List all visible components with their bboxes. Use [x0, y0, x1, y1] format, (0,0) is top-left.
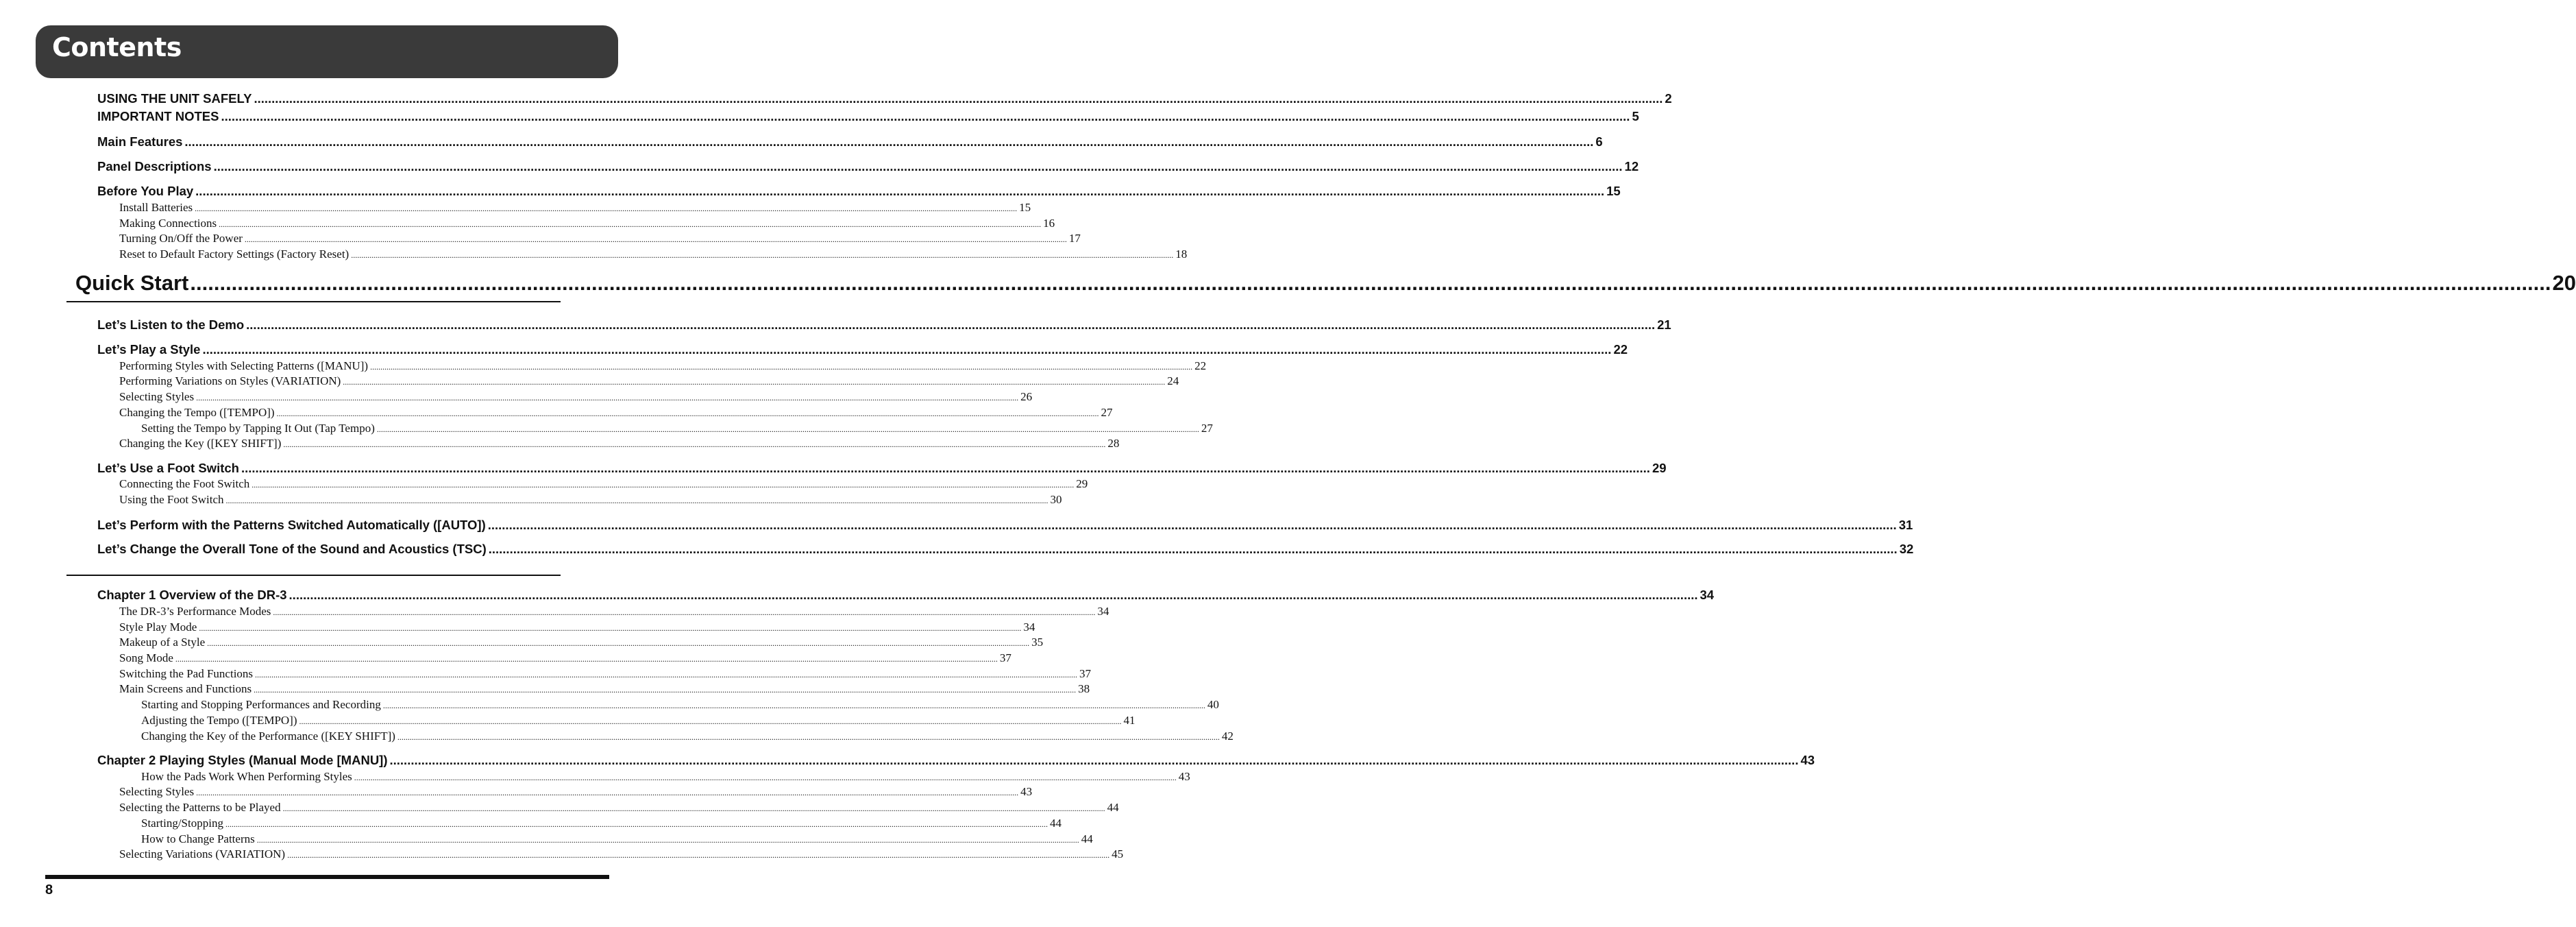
toc-entry-label: Changing the Tempo ([TEMPO])	[119, 406, 275, 419]
dot-leader: ................................................................................................................................................................................................................................................................................................................................................................................................................	[213, 159, 1623, 173]
toc-entry[interactable]	[119, 406, 1113, 421]
toc-entry-page: 2	[1665, 91, 1672, 106]
dot-leader: ................................................................................................................................................................................................................................................................................................................................................................................................................	[273, 607, 1096, 617]
toc-entry[interactable]	[119, 374, 1179, 389]
toc-entry[interactable]	[119, 493, 1062, 508]
dot-leader: ................................................................................................................................................................................................................................................................................................................................................................................................................	[241, 461, 1650, 475]
toc-entry-page: 16	[1043, 217, 1055, 230]
toc-entry-label: Performing Variations on Styles (VARIATION)	[119, 374, 341, 387]
toc-entry[interactable]	[97, 134, 1603, 151]
contents-header-bar	[36, 25, 618, 78]
toc-entry-label: Before You Play	[97, 184, 194, 198]
toc-entry[interactable]	[141, 698, 1219, 713]
dot-leader: ................................................................................................................................................................................................................................................................................................................................................................................................................	[389, 753, 1799, 767]
toc-entry[interactable]	[119, 201, 1031, 216]
dot-leader: ................................................................................................................................................................................................................................................................................................................................................................................................................	[190, 271, 2551, 295]
toc-entry-page: 35	[1031, 636, 1044, 649]
toc-entry[interactable]	[97, 342, 1628, 359]
dot-leader: ................................................................................................................................................................................................................................................................................................................................................................................................................	[207, 638, 1030, 648]
toc-entry-page: 41	[1123, 714, 1136, 727]
toc-entry-page: 44	[1049, 817, 1062, 830]
dot-leader: ................................................................................................................................................................................................................................................................................................................................................................................................................	[343, 377, 1166, 387]
toc-entry-label: Let’s Listen to the Demo	[97, 317, 245, 332]
dot-leader: ................................................................................................................................................................................................................................................................................................................................................................................................................	[354, 773, 1177, 782]
toc-entry[interactable]	[97, 518, 1913, 534]
toc-entry[interactable]	[119, 636, 1044, 651]
toc-entry-label: How to Change Patterns	[141, 832, 255, 845]
dot-leader: ................................................................................................................................................................................................................................................................................................................................................................................................................	[283, 440, 1106, 449]
toc-entry-label: Setting the Tempo by Tapping It Out (Tap Tempo)	[141, 422, 375, 435]
dot-leader: ................................................................................................................................................................................................................................................................................................................................................................................................................	[184, 134, 1594, 149]
toc-entry[interactable]	[119, 651, 1011, 666]
toc-entry[interactable]	[97, 461, 1667, 477]
toc-entry-label: Selecting the Patterns to be Played	[119, 801, 281, 814]
toc-entry-label: Main Features	[97, 134, 183, 149]
toc-entry[interactable]	[119, 785, 1033, 800]
dot-leader: ................................................................................................................................................................................................................................................................................................................................................................................................................	[397, 732, 1220, 742]
toc-entry-page: 31	[1898, 518, 1913, 532]
toc-entry-page: 43	[1178, 770, 1190, 783]
dot-leader: ................................................................................................................................................................................................................................................................................................................................................................................................................	[196, 393, 1019, 402]
toc-entry[interactable]	[119, 667, 1092, 682]
dot-leader: ................................................................................................................................................................................................................................................................................................................................................................................................................	[382, 701, 1205, 710]
toc-entry-page: 15	[1606, 184, 1621, 198]
toc-entry-page: 32	[1899, 542, 1914, 556]
toc-entry-label: Main Screens and Functions	[119, 682, 252, 695]
toc-entry-label: Adjusting the Tempo ([TEMPO])	[141, 714, 297, 727]
toc-entry[interactable]	[97, 91, 1672, 108]
toc-entry-page: 27	[1201, 422, 1213, 435]
toc-entry-page: 24	[1167, 374, 1179, 387]
toc-entry-label: Making Connections	[119, 217, 217, 230]
toc-entry[interactable]	[119, 232, 1081, 247]
toc-entry-page: 20	[2552, 271, 2576, 295]
toc-entry-page: 34	[1097, 605, 1109, 618]
toc-entry[interactable]	[97, 159, 1639, 176]
toc-entry[interactable]	[119, 477, 1088, 492]
toc-entry-page: 43	[1800, 753, 1815, 767]
toc-entry-page: 29	[1652, 461, 1667, 475]
toc-entry-label: Starting/Stopping	[141, 817, 223, 830]
toc-entry-page: 37	[1079, 667, 1092, 680]
toc-entry-label: Selecting Styles	[119, 390, 195, 403]
toc-entry-label: USING THE UNIT SAFELY	[97, 91, 252, 106]
toc-entry-page: 6	[1595, 134, 1603, 149]
toc-entry-label: Song Mode	[119, 651, 173, 664]
toc-entry-label: Install Batteries	[119, 201, 193, 214]
toc-entry[interactable]	[97, 317, 1671, 334]
dot-leader: ................................................................................................................................................................................................................................................................................................................................................................................................................	[256, 835, 1079, 845]
dot-leader: ................................................................................................................................................................................................................................................................................................................................................................................................................	[282, 804, 1105, 813]
dot-leader: ................................................................................................................................................................................................................................................................................................................................................................................................................	[195, 204, 1018, 213]
dot-leader: ................................................................................................................................................................................................................................................................................................................................................................................................................	[254, 685, 1077, 695]
toc-entry-label: Changing the Key of the Performance ([KEY SHIFT])	[141, 730, 395, 743]
dot-leader: ................................................................................................................................................................................................................................................................................................................................................................................................................	[376, 424, 1199, 434]
dot-leader: ................................................................................................................................................................................................................................................................................................................................................................................................................	[175, 654, 998, 664]
toc-entry[interactable]	[97, 542, 1914, 558]
toc-entry[interactable]	[141, 770, 1190, 785]
dot-leader: ................................................................................................................................................................................................................................................................................................................................................................................................................	[225, 496, 1048, 505]
toc-entry[interactable]	[119, 437, 1120, 452]
toc-entry-label: Let’s Use a Foot Switch	[97, 461, 239, 475]
quick-start-underline	[66, 301, 561, 302]
toc-entry[interactable]	[119, 605, 1109, 620]
toc-entry-label: Reset to Default Factory Settings (Factory Reset)	[119, 248, 349, 261]
toc-entry-page: 30	[1050, 493, 1062, 506]
toc-entry-label: Quick Start	[75, 271, 189, 295]
toc-entry-label: The DR-3’s Performance Modes	[119, 605, 271, 618]
toc-entry-label: Style Play Mode	[119, 621, 197, 634]
toc-entry[interactable]	[97, 753, 1815, 769]
dot-leader: ................................................................................................................................................................................................................................................................................................................................................................................................................	[488, 542, 1898, 556]
toc-entry[interactable]	[119, 390, 1033, 405]
dot-leader: ................................................................................................................................................................................................................................................................................................................................................................................................................	[244, 234, 1067, 244]
dot-leader: ................................................................................................................................................................................................................................................................................................................................................................................................................	[199, 623, 1022, 633]
toc-entry[interactable]	[119, 248, 1188, 263]
dot-leader: ................................................................................................................................................................................................................................................................................................................................................................................................................	[196, 788, 1019, 797]
dot-leader: ................................................................................................................................................................................................................................................................................................................................................................................................................	[252, 480, 1075, 490]
toc-entry-page: 40	[1207, 698, 1219, 711]
toc-entry-label: Connecting the Foot Switch	[119, 477, 250, 490]
toc-entry-page: 28	[1107, 437, 1120, 450]
toc-entry-page: 44	[1107, 801, 1119, 814]
toc-entry-label: Chapter 2 Playing Styles (Manual Mode [MANU])	[97, 753, 388, 767]
dot-leader: ................................................................................................................................................................................................................................................................................................................................................................................................................	[219, 219, 1042, 229]
toc-entry[interactable]	[119, 847, 1124, 863]
dot-leader: ................................................................................................................................................................................................................................................................................................................................................................................................................	[255, 670, 1078, 679]
toc-entry-page: 34	[1700, 588, 1715, 602]
part-heading[interactable]	[75, 271, 2576, 298]
toc-entry-page: 22	[1613, 342, 1628, 357]
dot-leader: ................................................................................................................................................................................................................................................................................................................................................................................................................	[221, 109, 1630, 123]
toc-entry-label: Switching the Pad Functions	[119, 667, 254, 680]
section-divider	[66, 575, 561, 576]
toc-entry[interactable]	[119, 682, 1090, 697]
toc-entry-label: IMPORTANT NOTES	[97, 109, 219, 123]
toc-entry-page: 38	[1078, 682, 1090, 695]
dot-leader: ................................................................................................................................................................................................................................................................................................................................................................................................................	[246, 317, 1656, 332]
toc-entry-label: Starting and Stopping Performances and Recording	[141, 698, 381, 711]
toc-entry[interactable]	[119, 217, 1055, 232]
toc-entry[interactable]	[119, 621, 1035, 636]
toc-entry-page: 44	[1081, 832, 1093, 845]
toc-entry-page: 29	[1076, 477, 1088, 490]
page-number: 8	[45, 882, 53, 898]
dot-leader: ................................................................................................................................................................................................................................................................................................................................................................................................................	[225, 819, 1048, 829]
toc-entry-page: 27	[1101, 406, 1113, 419]
toc-entry-page: 12	[1624, 159, 1639, 173]
dot-leader: ................................................................................................................................................................................................................................................................................................................................................................................................................	[487, 518, 1897, 532]
toc-entry[interactable]	[97, 588, 1715, 604]
toc-entry[interactable]	[97, 109, 1639, 125]
toc-entry-page: 17	[1068, 232, 1081, 245]
toc-entry-label: Makeup of a Style	[119, 636, 206, 649]
dot-leader: ................................................................................................................................................................................................................................................................................................................................................................................................................	[351, 250, 1174, 260]
toc-entry[interactable]	[141, 714, 1136, 729]
dot-leader: ................................................................................................................................................................................................................................................................................................................................................................................................................	[299, 717, 1122, 726]
toc-entry-label: Selecting Styles	[119, 785, 195, 798]
toc-entry[interactable]	[141, 422, 1213, 437]
toc-entry-page: 21	[1657, 317, 1671, 332]
dot-leader: ................................................................................................................................................................................................................................................................................................................................................................................................................	[287, 850, 1110, 860]
toc-entry-page: 15	[1019, 201, 1031, 214]
toc-entry[interactable]	[97, 184, 1621, 200]
toc-entry-label: Chapter 1 Overview of the DR-3	[97, 588, 287, 602]
toc-entry-label: Panel Descriptions	[97, 159, 212, 173]
toc-entry-label: Let’s Play a Style	[97, 342, 201, 357]
toc-entry-page: 37	[999, 651, 1011, 664]
dot-leader: ................................................................................................................................................................................................................................................................................................................................................................................................................	[202, 342, 1612, 357]
toc-entry-page: 26	[1020, 390, 1033, 403]
toc-entry-page: 43	[1020, 785, 1033, 798]
toc-entry-label: Let’s Perform with the Patterns Switched Automatically ([AUTO])	[97, 518, 486, 532]
toc-entry-label: Let’s Change the Overall Tone of the Sound and Acoustics (TSC)	[97, 542, 487, 556]
toc-entry-page: 22	[1194, 359, 1207, 372]
toc-entry[interactable]	[119, 359, 1207, 374]
toc-entry-label: Using the Foot Switch	[119, 493, 224, 506]
dot-leader: ................................................................................................................................................................................................................................................................................................................................................................................................................	[254, 91, 1663, 106]
dot-leader: ................................................................................................................................................................................................................................................................................................................................................................................................................	[195, 184, 1605, 198]
footer-rule	[45, 875, 609, 879]
toc-entry[interactable]	[141, 730, 1234, 745]
toc-entry-page: 34	[1023, 621, 1035, 634]
toc-entry-page: 18	[1175, 248, 1188, 261]
toc-entry-label: Changing the Key ([KEY SHIFT])	[119, 437, 282, 450]
dot-leader: ................................................................................................................................................................................................................................................................................................................................................................................................................	[370, 362, 1193, 372]
toc-entry[interactable]	[119, 801, 1119, 816]
toc-entry-label: How the Pads Work When Performing Styles	[141, 770, 352, 783]
toc-entry[interactable]	[141, 832, 1093, 847]
page-title: Contents	[52, 32, 182, 62]
toc-entry-label: Selecting Variations (VARIATION)	[119, 847, 286, 860]
toc-entry-page: 42	[1221, 730, 1234, 743]
toc-entry-label: Performing Styles with Selecting Patterns ([MANU])	[119, 359, 369, 372]
dot-leader: ................................................................................................................................................................................................................................................................................................................................................................................................................	[289, 588, 1698, 602]
dot-leader: ................................................................................................................................................................................................................................................................................................................................................................................................................	[276, 409, 1099, 418]
toc-entry-page: 5	[1632, 109, 1639, 123]
toc-entry-label: Turning On/Off the Power	[119, 232, 243, 245]
toc-entry-page: 45	[1112, 847, 1124, 860]
toc-entry[interactable]	[141, 817, 1062, 832]
